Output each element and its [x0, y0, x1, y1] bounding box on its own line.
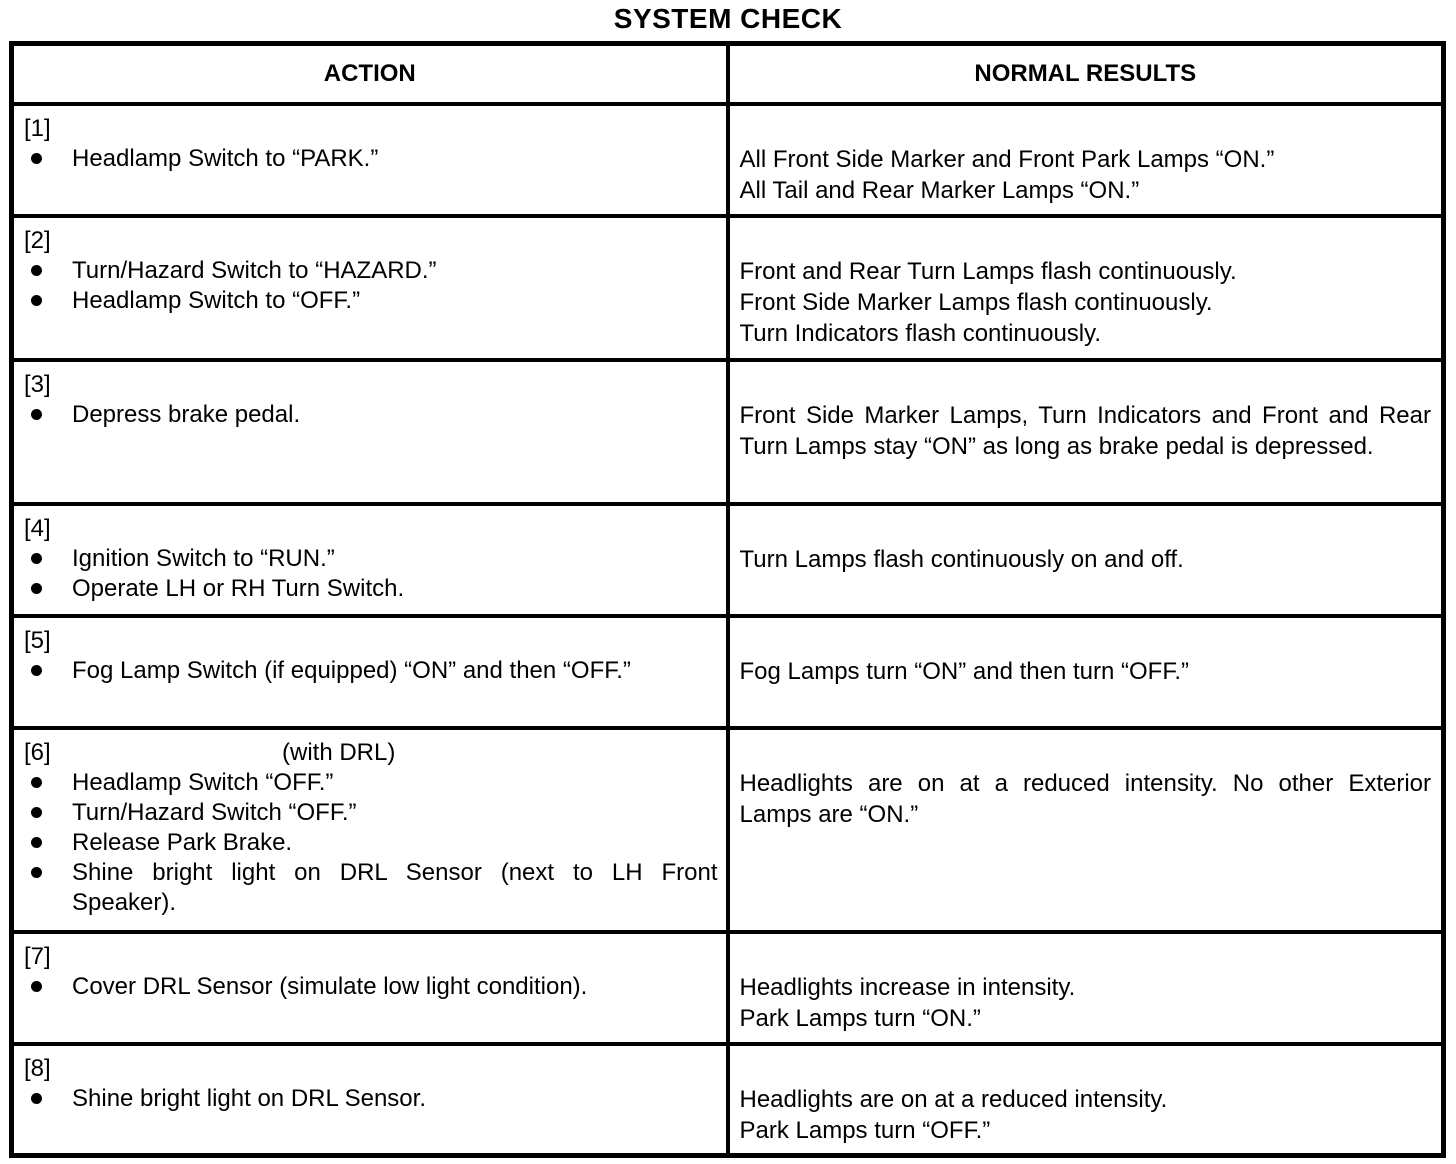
result-cell [728, 728, 1444, 932]
action-item: Turn/Hazard Switch to “HAZARD.” [24, 256, 718, 286]
bullet-icon [24, 286, 72, 316]
action-item: Cover DRL Sensor (simulate low light condition). [24, 972, 718, 1002]
step-number: [8] [24, 1055, 51, 1082]
table-row [12, 104, 1444, 216]
table-row [12, 504, 1444, 616]
table-header-row [12, 44, 1444, 105]
action-item: Shine bright light on DRL Sensor. [24, 1084, 718, 1114]
action-cell [12, 1044, 728, 1156]
result-cell [728, 360, 1444, 504]
bullet-icon [24, 400, 72, 430]
result-line: Headlights are on at a reduced intensity. [739, 1086, 1168, 1113]
system-check-table [9, 41, 1446, 1158]
action-item: Fog Lamp Switch (if equipped) “ON” and then “OFF.” [24, 656, 718, 686]
result-line: Fog Lamps turn “ON” and then turn “OFF.” [739, 658, 1189, 685]
bullet-icon [24, 256, 72, 286]
step-number: [4] [24, 515, 51, 542]
table-row [12, 1044, 1444, 1156]
bullet-icon [24, 1084, 72, 1114]
step-number: [7] [24, 943, 51, 970]
action-item: Headlamp Switch to “OFF.” [24, 286, 718, 316]
bullet-icon [24, 972, 72, 1002]
step-note: (with DRL) [282, 739, 396, 766]
result-cell [728, 216, 1444, 360]
action-item: Shine bright light on DRL Sensor (next to LH Front Speaker). [24, 858, 718, 918]
result-cell [728, 1044, 1444, 1156]
action-item: Operate LH or RH Turn Switch. [24, 574, 718, 604]
result-line: Headlights are on at a reduced intensity. No other Exterior Lamps are “ON.” [739, 770, 1431, 828]
bullet-icon [24, 574, 72, 604]
result-line: Front and Rear Turn Lamps flash continuously. [739, 258, 1237, 285]
result-cell [728, 104, 1444, 216]
bullet-icon [24, 656, 72, 686]
action-item: Depress brake pedal. [24, 400, 718, 430]
action-cell [12, 728, 728, 932]
result-line: Headlights increase in intensity. [739, 974, 1076, 1001]
action-cell [12, 104, 728, 216]
result-line: Front Side Marker Lamps flash continuously. [739, 289, 1213, 316]
result-line: All Tail and Rear Marker Lamps “ON.” [739, 177, 1140, 204]
step-number: [2] [24, 227, 51, 254]
results-column-header: NORMAL RESULTS [728, 44, 1444, 105]
result-line: All Front Side Marker and Front Park Lamps “ON.” [739, 146, 1275, 173]
action-cell [12, 504, 728, 616]
bullet-icon [24, 798, 72, 828]
action-item: Turn/Hazard Switch “OFF.” [24, 798, 718, 828]
action-item: Headlamp Switch to “PARK.” [24, 144, 718, 174]
result-line: Park Lamps turn “OFF.” [739, 1117, 991, 1144]
action-cell [12, 616, 728, 728]
action-item: Release Park Brake. [24, 828, 718, 858]
table-row [12, 932, 1444, 1044]
action-column-header: ACTION [12, 44, 728, 105]
table-row [12, 360, 1444, 504]
result-cell [728, 932, 1444, 1044]
result-cell [728, 616, 1444, 728]
result-line: Front Side Marker Lamps, Turn Indicators and Front and Rear Turn Lamps stay “ON” as long as brake pedal is depressed. [739, 402, 1431, 460]
result-line: Park Lamps turn “ON.” [739, 1005, 981, 1032]
action-item: Ignition Switch to “RUN.” [24, 544, 718, 574]
step-number: [1] [24, 115, 51, 142]
bullet-icon [24, 144, 72, 174]
result-cell [728, 504, 1444, 616]
action-cell [12, 216, 728, 360]
bullet-icon [24, 828, 72, 858]
step-number: [6] (with DRL) [24, 739, 396, 766]
table-row [12, 616, 1444, 728]
table-row [12, 216, 1444, 360]
bullet-icon [24, 858, 72, 918]
bullet-icon [24, 544, 72, 574]
bullet-icon [24, 768, 72, 798]
result-line: Turn Lamps flash continuously on and off. [739, 546, 1184, 573]
action-item: Headlamp Switch “OFF.” [24, 768, 718, 798]
table-row [12, 728, 1444, 932]
result-line: Turn Indicators flash continuously. [739, 320, 1102, 347]
action-cell [12, 360, 728, 504]
page-title: SYSTEM CHECK [613, 3, 843, 34]
action-cell [12, 932, 728, 1044]
step-number: [3] [24, 371, 51, 398]
step-number: [5] [24, 627, 51, 654]
